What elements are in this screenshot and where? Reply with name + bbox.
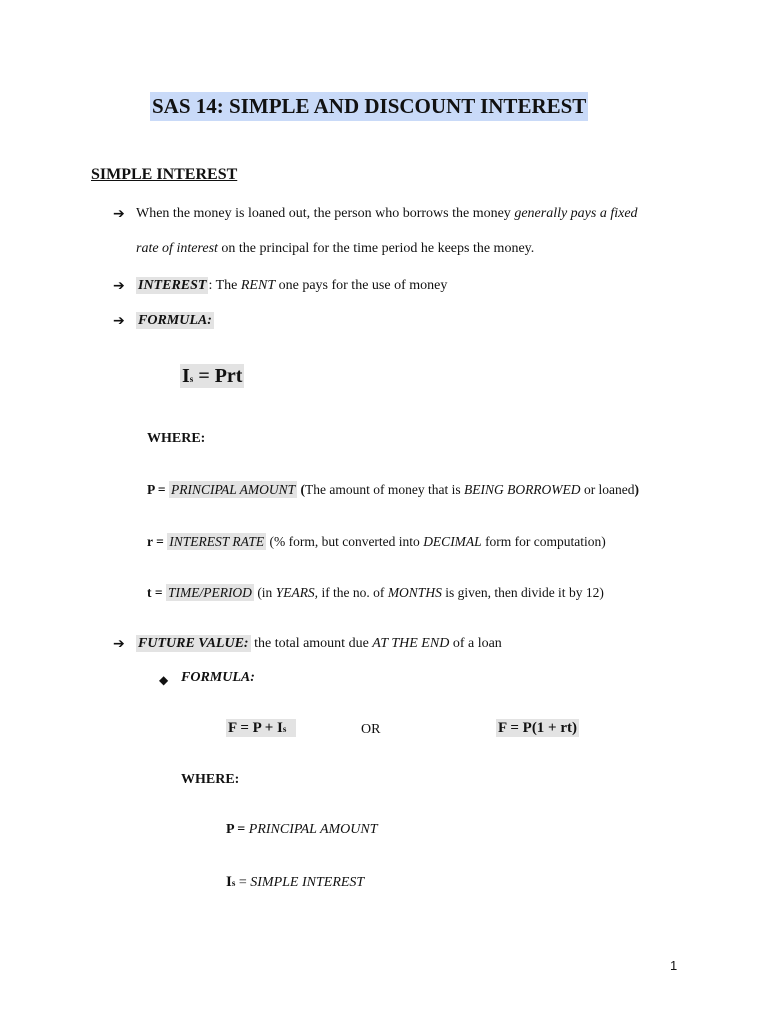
section-heading: SIMPLE INTEREST: [91, 166, 238, 183]
future-value-formula-1: F = P + Is: [226, 720, 296, 737]
simple-interest-formula: Is = Prt: [182, 365, 243, 387]
sub-formula-label: FORMULA:: [181, 670, 255, 685]
where-label-1: WHERE:: [147, 431, 206, 446]
bullet-arrow-icon: ➔: [113, 313, 125, 329]
bullet-3-formula-label: FORMULA:: [138, 313, 212, 328]
bullet-arrow-icon: ➔: [113, 636, 125, 652]
bullet-arrow-icon: ➔: [113, 278, 125, 294]
page-title: [150, 94, 588, 119]
definition-simple-interest: Is = SIMPLE INTEREST: [226, 874, 365, 890]
future-value-formula-2: F = P(1 + rt): [498, 720, 578, 736]
definition-time: t = TIME/PERIOD (in YEARS, if the no. of MONTHS is given, then divide it by 12): [147, 585, 604, 600]
bullet-1-line-1: When the money is loaned out, the person who borrows the money generally pays a fixed: [136, 206, 638, 221]
bullet-2-interest: INTEREST : The RENT one pays for the use of money: [138, 278, 448, 293]
definition-principal-2: P = PRINCIPAL AMOUNT: [226, 822, 378, 837]
definition-rate: r = INTEREST RATE (% form, but converted into DECIMAL form for computation): [147, 534, 606, 549]
bullet-1-line-2: rate of interest on the principal for the time period he keeps the money.: [136, 241, 535, 256]
title-highlight: SAS 14: SIMPLE AND DISCOUNT INTEREST: [150, 92, 588, 121]
bullet-arrow-icon: ➔: [113, 206, 125, 222]
page-number: 1: [670, 958, 678, 973]
bullet-4-future-value: FUTURE VALUE: the total amount due AT THE END of a loan: [138, 636, 502, 651]
definition-principal: P = PRINCIPAL AMOUNT (The amount of money that is BEING BORROWED or loaned): [147, 482, 640, 497]
diamond-bullet-icon: ◆: [159, 673, 169, 687]
or-separator: OR: [361, 722, 381, 737]
where-label-2: WHERE:: [181, 772, 240, 787]
